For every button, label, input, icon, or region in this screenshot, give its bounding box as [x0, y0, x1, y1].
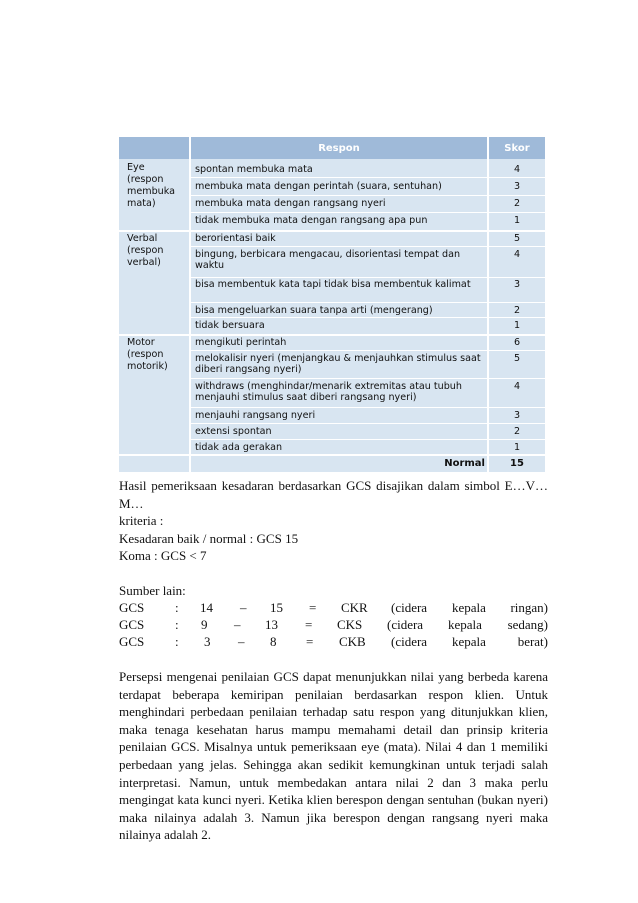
- range-from: 3: [204, 634, 211, 649]
- criteria-coma: Koma : GCS < 7: [119, 548, 207, 563]
- response-cell: melokalisir nyeri (menjangkau & menjauhkan stimulus saat diberi rangsang nyeri): [195, 353, 481, 375]
- row-line: [189, 277, 545, 278]
- source-label: Sumber lain:: [119, 583, 186, 598]
- score-cell: 3: [513, 181, 521, 192]
- score-cell: 1: [513, 442, 521, 453]
- score-cell: 4: [513, 164, 521, 175]
- response-cell: membuka mata dengan rangsang nyeri: [195, 198, 386, 209]
- dash: –: [234, 617, 241, 632]
- criteria-label: kriteria :: [119, 513, 164, 528]
- code: CKB: [339, 634, 366, 649]
- response-cell: spontan membuka mata: [195, 164, 313, 175]
- dash: –: [238, 634, 245, 649]
- response-cell: menjauhi rangsang nyeri: [195, 410, 316, 421]
- row-line: [189, 423, 545, 424]
- score-cell: 3: [513, 279, 521, 290]
- range-from: 14: [200, 600, 213, 615]
- code: CKR: [341, 600, 368, 615]
- score-cell: 5: [513, 353, 521, 364]
- table-divider: [119, 454, 545, 456]
- score-cell: 2: [513, 426, 521, 437]
- table-header-blank: [119, 137, 189, 159]
- open-text: (cidera: [387, 617, 424, 632]
- gcs-text: GCS: [119, 617, 145, 632]
- row-line: [189, 378, 545, 379]
- row-line: [189, 302, 545, 303]
- range-from: 9: [201, 617, 208, 632]
- equals: =: [309, 600, 317, 615]
- criteria-normal: Kesadaran baik / normal : GCS 15: [119, 531, 299, 546]
- score-cell: 4: [513, 381, 521, 392]
- table-divider: [487, 137, 489, 472]
- table-divider: [119, 334, 545, 336]
- score-cell: 2: [513, 198, 521, 209]
- equals: =: [305, 617, 313, 632]
- score-cell: 6: [513, 337, 521, 348]
- severity: sedang): [507, 617, 548, 632]
- response-cell: berorientasi baik: [195, 233, 276, 244]
- response-cell: mengikuti perintah: [195, 337, 287, 348]
- range-to: 8: [270, 634, 277, 649]
- normal-label: Normal: [444, 458, 485, 469]
- row-line: [189, 439, 545, 440]
- response-cell: bingung, berbicara mengacau, disorientasi tempat dan waktu: [195, 249, 461, 271]
- severity: ringan): [510, 600, 548, 615]
- row-line: [189, 246, 545, 247]
- equals: =: [306, 634, 314, 649]
- score-cell: 3: [513, 410, 521, 421]
- response-cell: bisa membentuk kata tapi tidak bisa membentuk kalimat: [195, 279, 471, 290]
- kepala-text: kepala: [448, 617, 482, 632]
- score-cell: 4: [513, 249, 521, 260]
- score-cell: 5: [513, 233, 521, 244]
- row-line: [189, 350, 545, 351]
- response-cell: membuka mata dengan perintah (suara, sentuhan): [195, 181, 442, 192]
- body-paragraph: Persepsi mengenai penilaian GCS dapat menunjukkan nilai yang berbeda karena terdapat beberapa kemiripan penilaian berdasarkan respon klien. Untuk menghindari perbedaan penilaian terhadap satu respon yang ditunjukkan klien, maka tenaga kesehatan harus mampu memahami detail dan prinsip kriteria penilaian GCS. Misalnya untuk pemeriksaan eye (mata). Nilai 4 dan 1 memiliki perbedaan yang jelas. Sehingga akan sedikit kemungkinan untuk terjadi salah interpretasi. Namun, untuk membedakan antara nilai 2 dan 3 maka perlu mengingat kata kunci nyeri. Ketika klien berespon dengan sentuhan (bukan nyeri) maka nilainya adalah 3. Namun jika berespon dengan rangsang nyeri maka nilainya adalah 2.: [119, 669, 548, 843]
- score-cell: 2: [513, 305, 521, 316]
- row-line: [189, 407, 545, 408]
- open-text: (cidera: [391, 634, 428, 649]
- severity: berat): [517, 634, 548, 649]
- row-line: [189, 195, 545, 196]
- open-text: (cidera: [391, 600, 428, 615]
- response-cell: bisa mengeluarkan suara tanpa arti (mengerang): [195, 305, 433, 316]
- gcs-text: GCS: [119, 634, 145, 649]
- row-line: [189, 177, 545, 178]
- gcs-range-row: [119, 634, 548, 652]
- colon: :: [175, 600, 179, 615]
- response-cell: withdraws (menghindar/menarik extremitas atau tubuh menjauhi stimulus saat diberi rangsang nyeri): [195, 381, 462, 403]
- normal-score: 15: [510, 458, 524, 469]
- response-cell: tidak ada gerakan: [195, 442, 283, 453]
- score-cell: 1: [513, 320, 521, 331]
- row-line: [189, 212, 545, 213]
- table-divider: [189, 137, 191, 472]
- category-motor: Motor (respon motorik): [127, 337, 168, 372]
- table-header-score: Skor: [489, 137, 545, 159]
- table-header-response: Respon: [191, 137, 487, 159]
- colon: :: [175, 634, 179, 649]
- gcs-range-row: [119, 600, 548, 618]
- category-verbal: Verbal (respon verbal): [127, 233, 164, 268]
- response-cell: extensi spontan: [195, 426, 272, 437]
- response-cell: tidak bersuara: [195, 320, 265, 331]
- kepala-text: kepala: [452, 600, 486, 615]
- gcs-range-row: [119, 617, 548, 635]
- gcs-text: GCS: [119, 600, 145, 615]
- gcs-table: [119, 137, 545, 472]
- range-to: 15: [270, 600, 283, 615]
- table-divider: [119, 230, 545, 232]
- row-line: [189, 317, 545, 318]
- response-cell: tidak membuka mata dengan rangsang apa pun: [195, 215, 428, 226]
- code: CKS: [337, 617, 363, 632]
- score-cell: 1: [513, 215, 521, 226]
- colon: :: [175, 617, 179, 632]
- dash: –: [240, 600, 247, 615]
- category-eye: Eye (respon membuka mata): [127, 162, 176, 209]
- kepala-text: kepala: [452, 634, 486, 649]
- intro-text: Hasil pemeriksaan kesadaran berdasarkan GCS disajikan dalam simbol E…V…M…: [119, 478, 548, 511]
- range-to: 13: [265, 617, 278, 632]
